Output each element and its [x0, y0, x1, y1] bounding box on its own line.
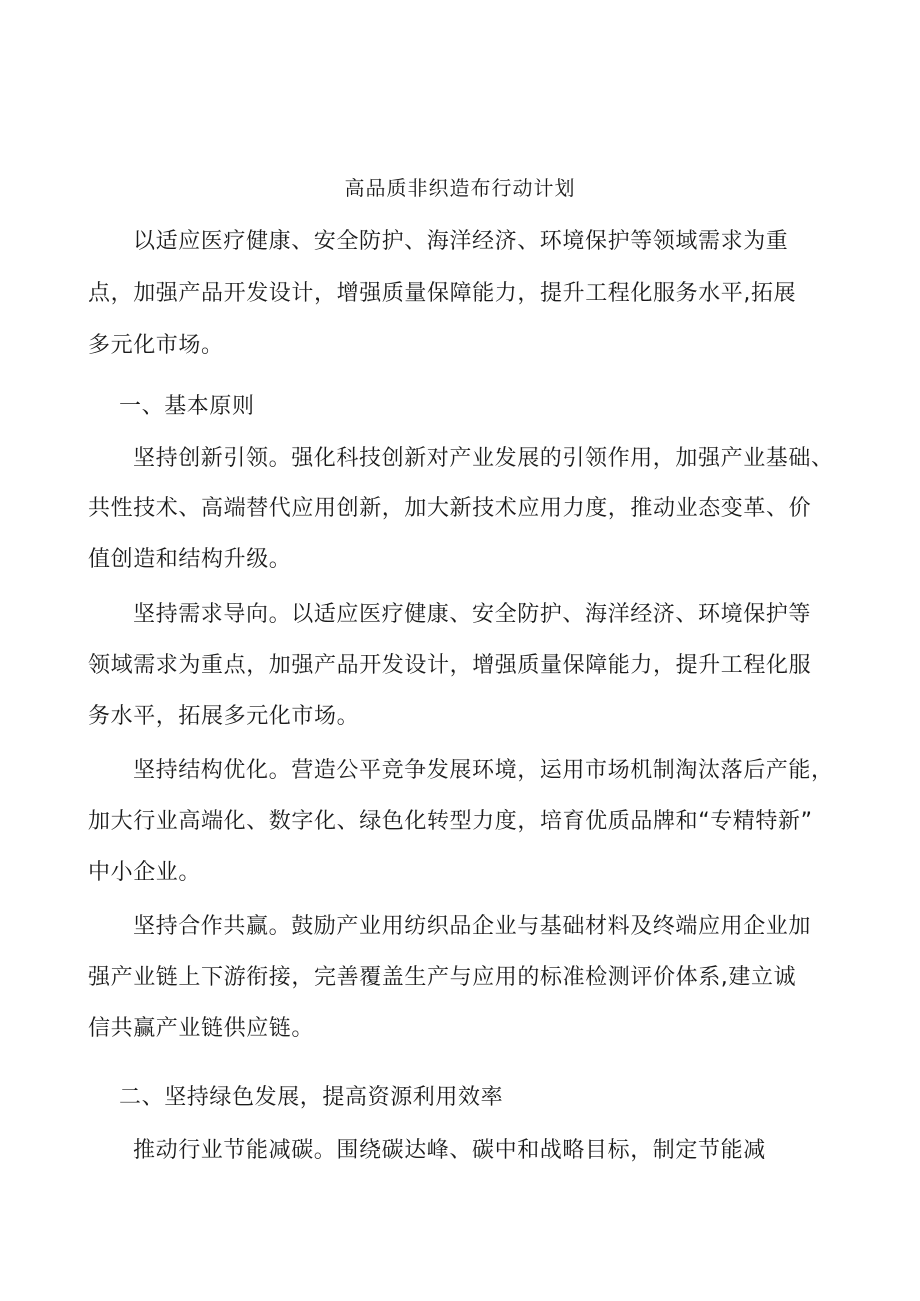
principle-innovation-line-2: 共性技术、高端替代应用创新，加大新技术应用力度，推动业态变革、价 [88, 496, 812, 521]
intro-line-3: 多元化市场。 [88, 333, 224, 358]
principle-cooperation-line-1: 坚持合作共赢。鼓励产业用纺织品企业与基础材料及终端应用企业加 [133, 914, 812, 939]
principle-demand-line-3: 务水平，拓展多元化市场。 [88, 704, 360, 729]
principle-innovation-line-3: 值创造和结构升级。 [88, 547, 292, 572]
principle-cooperation-line-3: 信共赢产业链供应链。 [88, 1016, 315, 1041]
section-heading-green-development: 二、坚持绿色发展，提高资源利用效率 [119, 1085, 504, 1110]
principle-demand-line-2: 领域需求为重点，加强产品开发设计，增强质量保障能力，提升工程化服 [88, 653, 812, 678]
intro-line-2: 点，加强产品开发设计，增强质量保障能力，提升工程化服务水平,拓展 [88, 281, 797, 306]
principle-structure-line-3: 中小企业。 [88, 860, 202, 885]
intro-line-1: 以适应医疗健康、安全防护、海洋经济、环境保护等领域需求为重 [133, 229, 789, 254]
principle-structure-line-1: 坚持结构优化。营造公平竞争发展环境，运用市场机制淘汰落后产能， [133, 758, 834, 783]
green-energy-saving-line-1: 推动行业节能减碳。围绕碳达峰、碳中和战略目标，制定节能减 [133, 1138, 766, 1163]
principle-demand-line-1: 坚持需求导向。以适应医疗健康、安全防护、海洋经济、环境保护等 [133, 602, 812, 627]
principle-structure-line-2: 加大行业高端化、数字化、绿色化转型力度，培育优质品牌和“专精特新” [88, 809, 813, 834]
section-heading-basic-principles: 一、基本原则 [119, 394, 255, 419]
document-title: 高品质非织造布行动计划 [344, 176, 576, 200]
principle-cooperation-line-2: 强产业链上下游衔接，完善覆盖生产与应用的标准检测评价体系,建立诚 [88, 965, 797, 990]
principle-innovation-line-1: 坚持创新引领。强化科技创新对产业发展的引领作用，加强产业基础、 [133, 446, 834, 471]
